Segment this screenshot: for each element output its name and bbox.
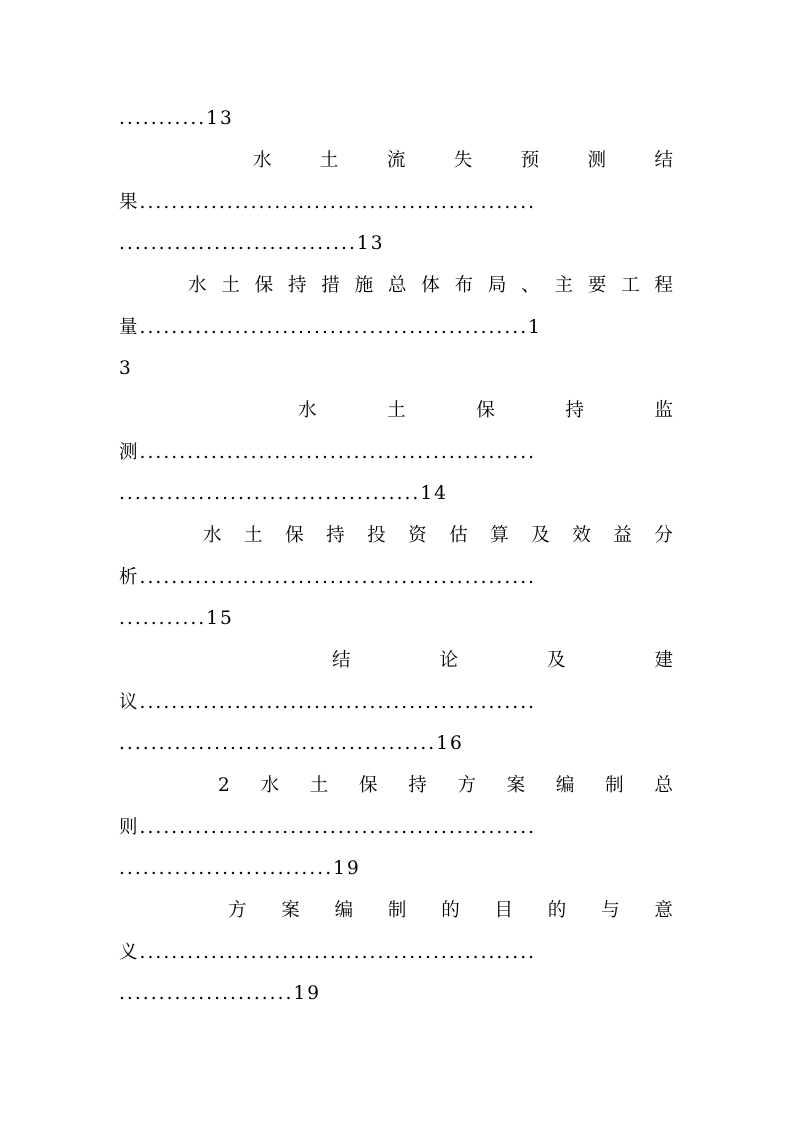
toc-char: 失	[453, 150, 473, 171]
toc-char: 保	[358, 775, 378, 796]
toc-char: 总	[387, 275, 407, 296]
toc-char: 2	[218, 775, 230, 796]
toc-char: 土	[309, 775, 329, 796]
toc-leader: 测..................................................	[119, 442, 537, 463]
toc-entry-monitoring	[298, 398, 673, 424]
toc-char: 持	[565, 400, 584, 421]
toc-char: 局	[487, 275, 507, 296]
toc-char: 持	[326, 525, 345, 546]
toc-char: 土	[387, 400, 406, 421]
toc-char: 与	[601, 900, 620, 921]
toc-char: 持	[408, 775, 427, 796]
toc-char: 施	[354, 275, 374, 296]
toc-entry-measures-layout	[188, 273, 673, 299]
toc-char: 估	[449, 525, 468, 546]
toc-leader-line	[119, 815, 675, 841]
toc-char: 案	[506, 775, 526, 796]
toc-leader-line	[119, 190, 675, 216]
toc-leader-page: ..............................13	[119, 233, 385, 254]
toc-char: 效	[572, 525, 591, 546]
toc-leader: 义..................................................	[119, 942, 537, 963]
toc-entry-conclusions	[332, 648, 673, 674]
toc-char: 土	[244, 525, 263, 546]
toc-leader-line	[119, 856, 675, 882]
toc-char: 措	[321, 275, 340, 296]
toc-entry-purpose-significance	[228, 898, 673, 924]
toc-char: 监	[654, 400, 673, 421]
toc-char: 目	[494, 900, 513, 921]
toc-char: 主	[554, 275, 573, 296]
toc-leader-line	[119, 731, 675, 757]
toc-leader: 析..................................................	[119, 567, 537, 588]
toc-entry-general-principles	[218, 773, 673, 799]
toc-char: 制	[605, 775, 624, 796]
toc-char: 持	[287, 275, 307, 296]
toc-char: 论	[439, 650, 458, 671]
toc-char: 土	[319, 150, 339, 171]
toc-char: 的	[547, 900, 567, 921]
toc-char: 水	[298, 400, 317, 421]
toc-char: 测	[587, 150, 607, 171]
toc-char: 分	[654, 525, 673, 546]
toc-char: 保	[476, 400, 495, 421]
toc-leader-page: ...........13	[119, 108, 234, 129]
toc-char: 案	[281, 900, 300, 921]
toc-char: 、	[521, 275, 540, 296]
toc-leader-line	[119, 690, 675, 716]
toc-char: 益	[613, 525, 632, 546]
toc-char: 资	[408, 525, 427, 546]
toc-leader-line	[119, 356, 675, 382]
toc-char: 保	[285, 525, 304, 546]
toc-leader-page: ........................................16	[119, 733, 464, 754]
toc-leader-page: ...........15	[119, 608, 234, 629]
toc-char: 结	[332, 650, 351, 671]
toc-leader-line	[119, 981, 675, 1007]
toc-char: 方	[457, 775, 476, 796]
toc-leader-line	[119, 481, 675, 507]
toc-char: 流	[386, 150, 406, 171]
toc-entry-investment-analysis	[203, 523, 673, 549]
toc-leader-page: 3	[119, 358, 133, 379]
toc-char: 制	[387, 900, 407, 921]
toc-leader-line	[119, 315, 689, 341]
toc-char: 结	[654, 150, 673, 171]
toc-entry-soil-loss-prediction	[253, 148, 673, 174]
toc-char: 的	[441, 900, 460, 921]
toc-char: 水	[188, 275, 207, 296]
toc-leader: 量.................................................1	[119, 317, 542, 338]
toc-char: 水	[260, 775, 280, 796]
toc-leader-page: ...........................19	[119, 858, 361, 879]
toc-leader-page: ......................19	[119, 983, 322, 1004]
toc-char: 水	[203, 525, 222, 546]
toc-leader-line	[119, 565, 675, 591]
toc-char: 总	[654, 775, 673, 796]
toc-char: 工	[621, 275, 640, 296]
toc-leader-line	[119, 940, 675, 966]
toc-char: 预	[520, 150, 540, 171]
toc-leader-page: ......................................14	[119, 483, 449, 504]
toc-char: 方	[228, 900, 247, 921]
toc-leader-line	[119, 440, 675, 466]
toc-char: 保	[254, 275, 274, 296]
toc-char: 编	[555, 775, 575, 796]
toc-char: 水	[253, 150, 272, 171]
toc-continuation-line	[119, 106, 675, 132]
toc-char: 及	[546, 650, 566, 671]
toc-char: 意	[654, 900, 673, 921]
toc-char: 建	[654, 650, 673, 671]
toc-char: 布	[454, 275, 474, 296]
toc-leader-line	[119, 606, 675, 632]
toc-char: 编	[334, 900, 354, 921]
toc-char: 算	[490, 525, 509, 546]
toc-char: 土	[221, 275, 240, 296]
toc-char: 及	[531, 525, 550, 546]
toc-leader-line	[119, 231, 675, 257]
toc-leader: 则..................................................	[119, 817, 537, 838]
toc-char: 投	[367, 525, 386, 546]
toc-char: 程	[654, 275, 673, 296]
toc-char: 要	[587, 275, 607, 296]
toc-leader: 议..................................................	[119, 692, 537, 713]
toc-leader: 果..................................................	[119, 192, 537, 213]
toc-char: 体	[421, 275, 440, 296]
